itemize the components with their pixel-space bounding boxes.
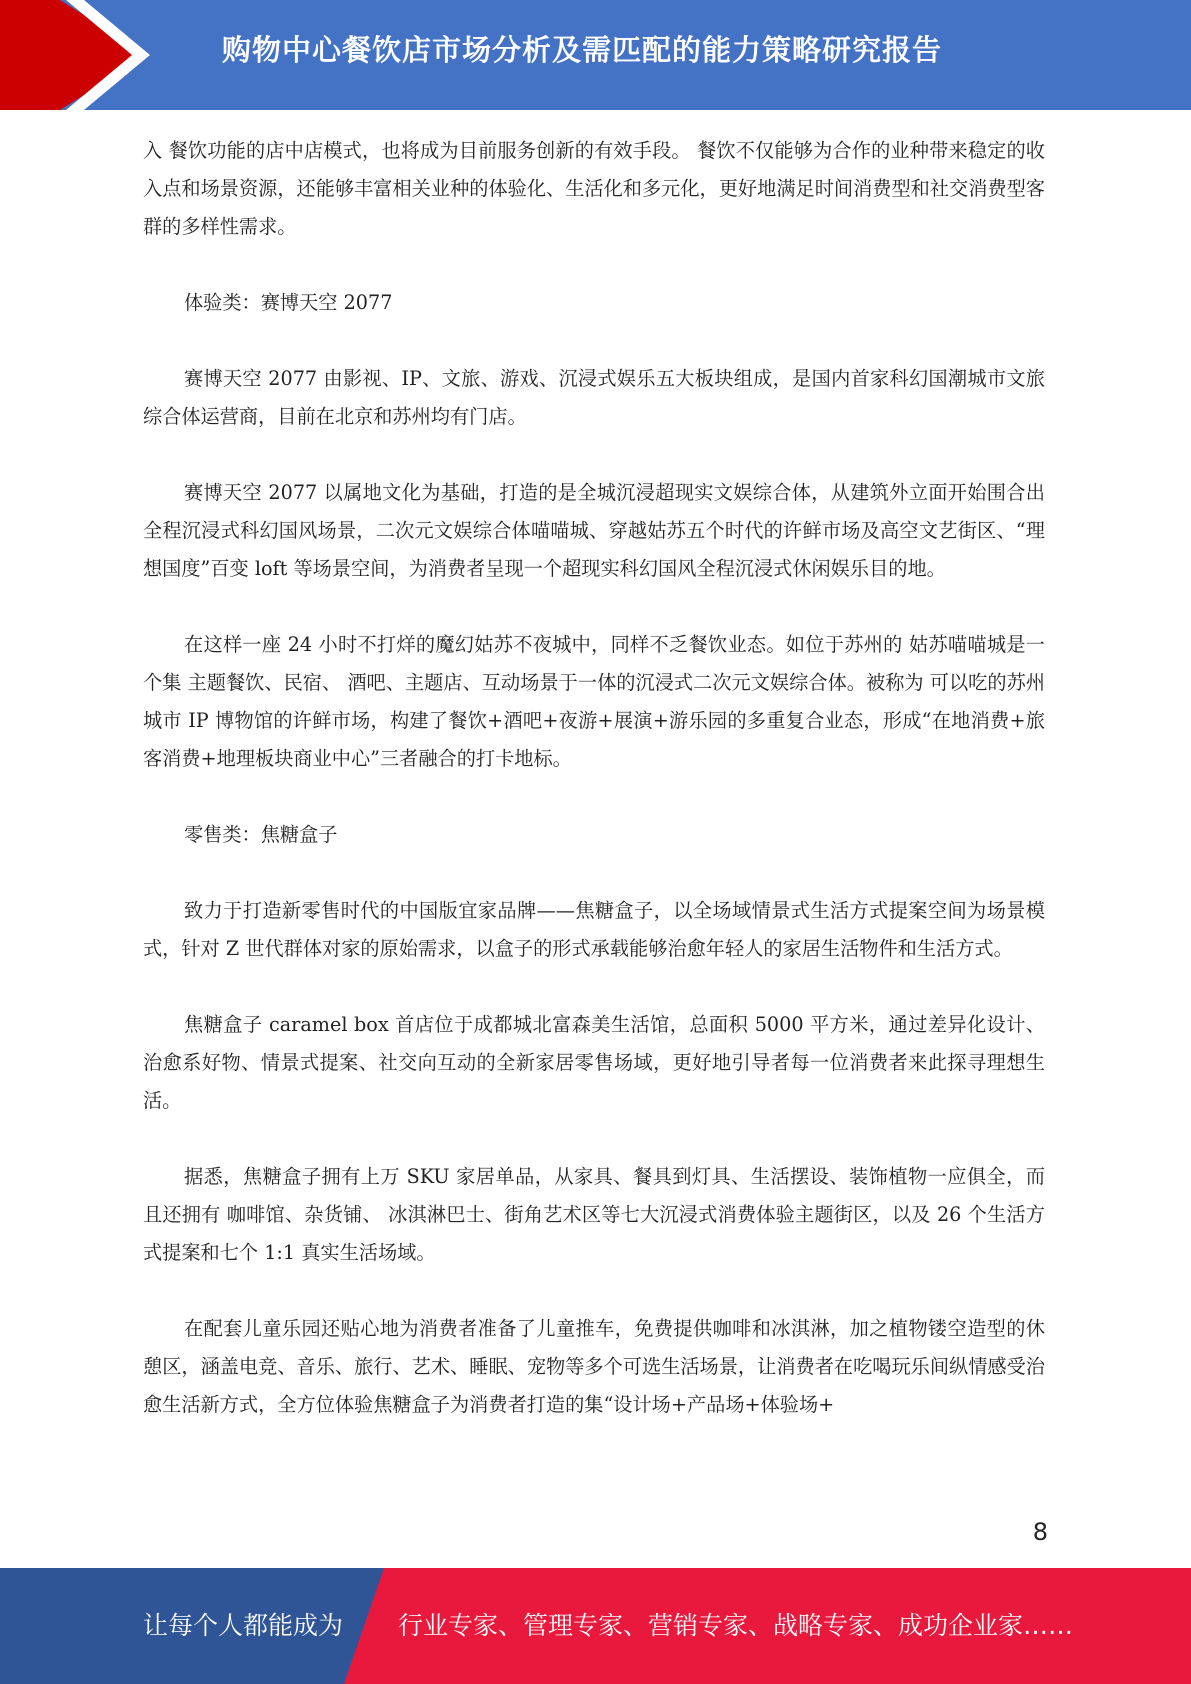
page-header [0,0,1191,110]
paragraph-9: 据悉，焦糖盒子拥有上万 SKU 家居单品，从家具、餐具到灯具、生活摆设、装饰植物一应俱全，而且还拥有 咖啡馆、杂货铺、 冰淇淋巴士、街角艺术区等七大沉浸式消费体验主题街区，以及 26 个生活方式提案和七个 1:1 真实生活场域。 [143,1165,1045,1264]
footer-slogan-lead: 让每个人都能成为 [143,1611,344,1640]
document-title: 购物中心餐饮店市场分析及需匹配的能力策略研究报告 [222,33,943,67]
section-heading-experience: 体验类：赛博天空 2077 [184,291,393,314]
paragraph-3: 赛博天空 2077 由影视、IP、文旅、游戏、沉浸式娱乐五大板块组成，是国内首家科幻国潮城市文旅综合体运营商，目前在北京和苏州均有门店。 [143,367,1045,428]
page-footer [0,1568,1191,1684]
paragraph-7: 致力于打造新零售时代的中国版宜家品牌——焦糖盒子，以全场域情景式生活方式提案空间为场景模式，针对 Z 世代群体对家的原始需求，以盒子的形式承载能够治愈年轻人的家居生活物件和生活方式。 [143,899,1045,960]
paragraph-8: 焦糖盒子 caramel box 首店位于成都城北富森美生活馆，总面积 5000 平方米，通过差异化设计、治愈系好物、情景式提案、社交向互动的全新家居零售场域，更好地引导者每一位消费者来此探寻理想生活。 [143,1013,1045,1112]
paragraph-10: 在配套儿童乐园还贴心地为消费者准备了儿童推车，免费提供咖啡和冰淇淋，加之植物镂空造型的休憩区，涵盖电竞、音乐、旅行、艺术、睡眠、宠物等多个可选生活场景，让消费者在吃喝玩乐间纵情感受治愈生活新方式，全方位体验焦糖盒子为消费者打造的集“设计场+产品场+体验场+ [143,1317,1045,1416]
paragraph-4: 赛博天空 2077 以属地文化为基础，打造的是全城沉浸超现实文娱综合体，从建筑外立面开始围合出全程沉浸式科幻国风场景，二次元文娱综合体喵喵城、穿越姑苏五个时代的许鲜市场及高空文艺街区、“理想国度”百变 loft 等场景空间，为消费者呈现一个超现实科幻国风全程沉浸式休闲娱乐目的地。 [143,481,1045,580]
section-heading-retail: 零售类：焦糖盒子 [184,823,338,846]
page-number: 8 [1032,1518,1048,1546]
paragraph-5: 在这样一座 24 小时不打烊的魔幻姑苏不夜城中，同样不乏餐饮业态。如位于苏州的 姑苏喵喵城是一个集 主题餐饮、民宿、 酒吧、主题店、互动场景于一体的沉浸式二次元文娱综合体。被称为 可以吃的苏州城市 IP 博物馆的许鲜市场，构建了餐饮+酒吧+夜游+展演+游乐园的多重复合业态，形成“在地消费+旅客消费+地理板块商业中心”三者融合的打卡地标。 [143,633,1045,770]
footer-slogan-roles: 行业专家、管理专家、营销专家、战略专家、成功企业家…… [398,1611,1074,1640]
page-body [143,132,1045,1424]
paragraph-1: 入 餐饮功能的店中店模式，也将成为目前服务创新的有效手段。 餐饮不仅能够为合作的业种带来稳定的收入点和场景资源，还能够丰富相关业种的体验化、生活化和多元化，更好地满足时间消费型和社交消费型客群的多样性需求。 [143,139,1045,238]
